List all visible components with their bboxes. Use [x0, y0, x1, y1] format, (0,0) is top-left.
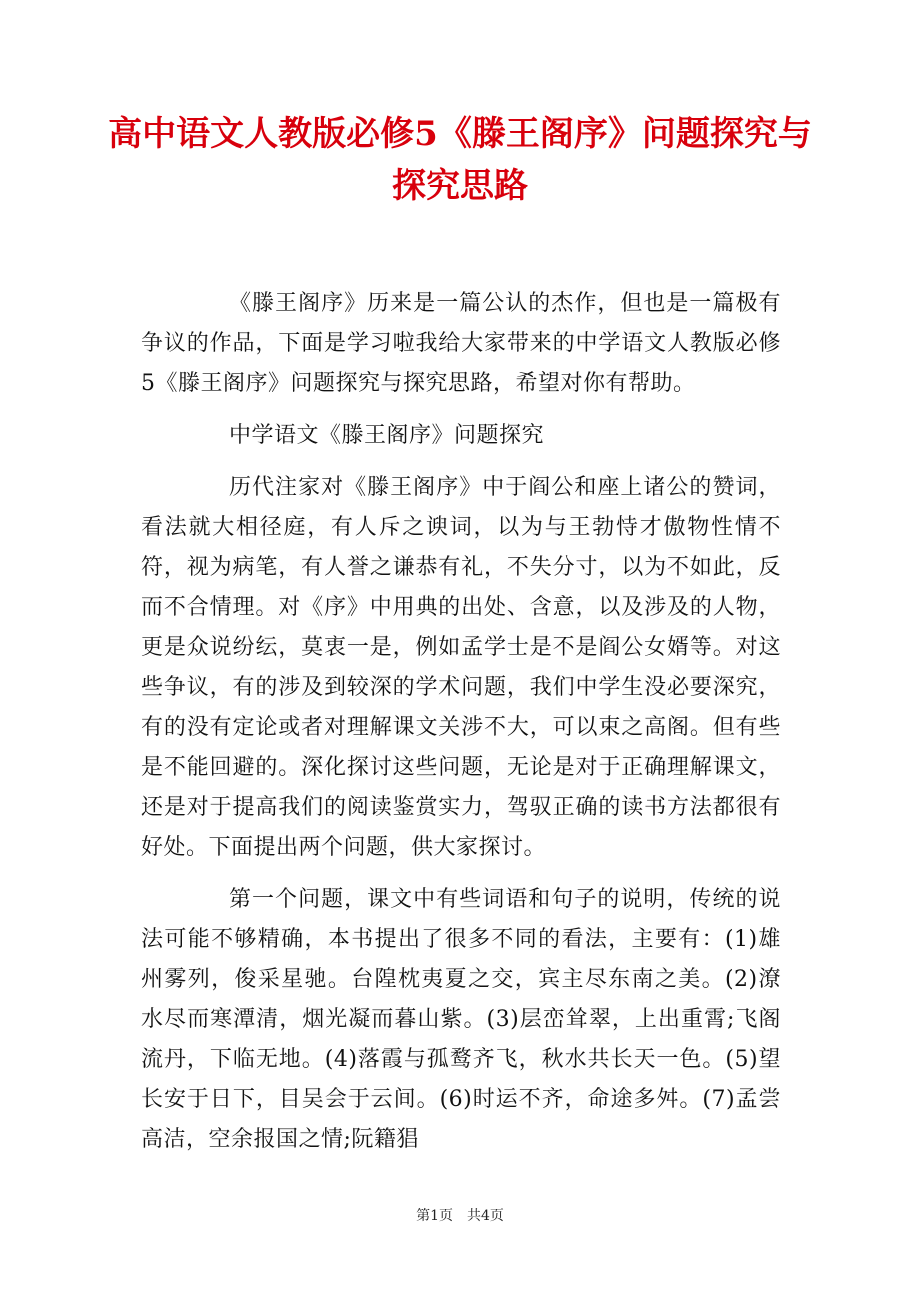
document-title: 高中语文人教版必修5《滕王阁序》问题探究与探究思路: [108, 114, 812, 206]
paragraph-commentary: 历代注家对《滕王阁序》中于阎公和座上诸公的赞词，看法就大相径庭，有人斥之谀词，以为与王勃恃才傲物性情不符，视为病笔，有人誉之谦恭有礼，不失分寸，以为不如此，反而不合情理。对《序》中用典的出处、含意，以及涉及的人物，更是众说纷纭，莫衷一是，例如孟学士是不是阎公女婿等。对这些争议，有的涉及到较深的学术问题，我们中学生没必要深究，有的没有定论或者对理解课文关涉不大，可以束之高阁。但有些是不能回避的。深化探讨这些问题，无论是对于正确理解课文，还是对于提高我们的阅读鉴赏实力，驾驭正确的读书方法都很有好处。下面提出两个问题，供大家探讨。: [141, 475, 781, 860]
section-heading: 中学语文《滕王阁序》问题探究: [229, 423, 545, 448]
paragraph-question-one: 第一个问题，课文中有些词语和句子的说明，传统的说法可能不够精确，本书提出了很多不同的看法，主要有：(1)雄州雾列，俊采星驰。台隍枕夷夏之交，宾主尽东南之美。(2)潦水尽而寒潭清，烟光凝而暮山紫。(3)层峦耸翠，上出重霄;飞阁流丹，下临无地。(4)落霞与孤鹜齐飞，秋水共长天一色。(5)望长安于日下，目吴会于云间。(6)时运不齐，命途多舛。(7)孟尝高洁，空余报国之情;阮籍猖: [141, 887, 781, 1152]
paragraph-intro: 《滕王阁序》历来是一篇公认的杰作，但也是一篇极有争议的作品，下面是学习啦我给大家带来的中学语文人教版必修5《滕王阁序》问题探究与探究思路，希望对你有帮助。: [141, 291, 781, 396]
page-number-current: 第1页: [416, 1208, 453, 1224]
page-number-total: 共4页: [467, 1208, 504, 1224]
document-body: [141, 284, 781, 1160]
page-footer: [0, 1206, 920, 1226]
